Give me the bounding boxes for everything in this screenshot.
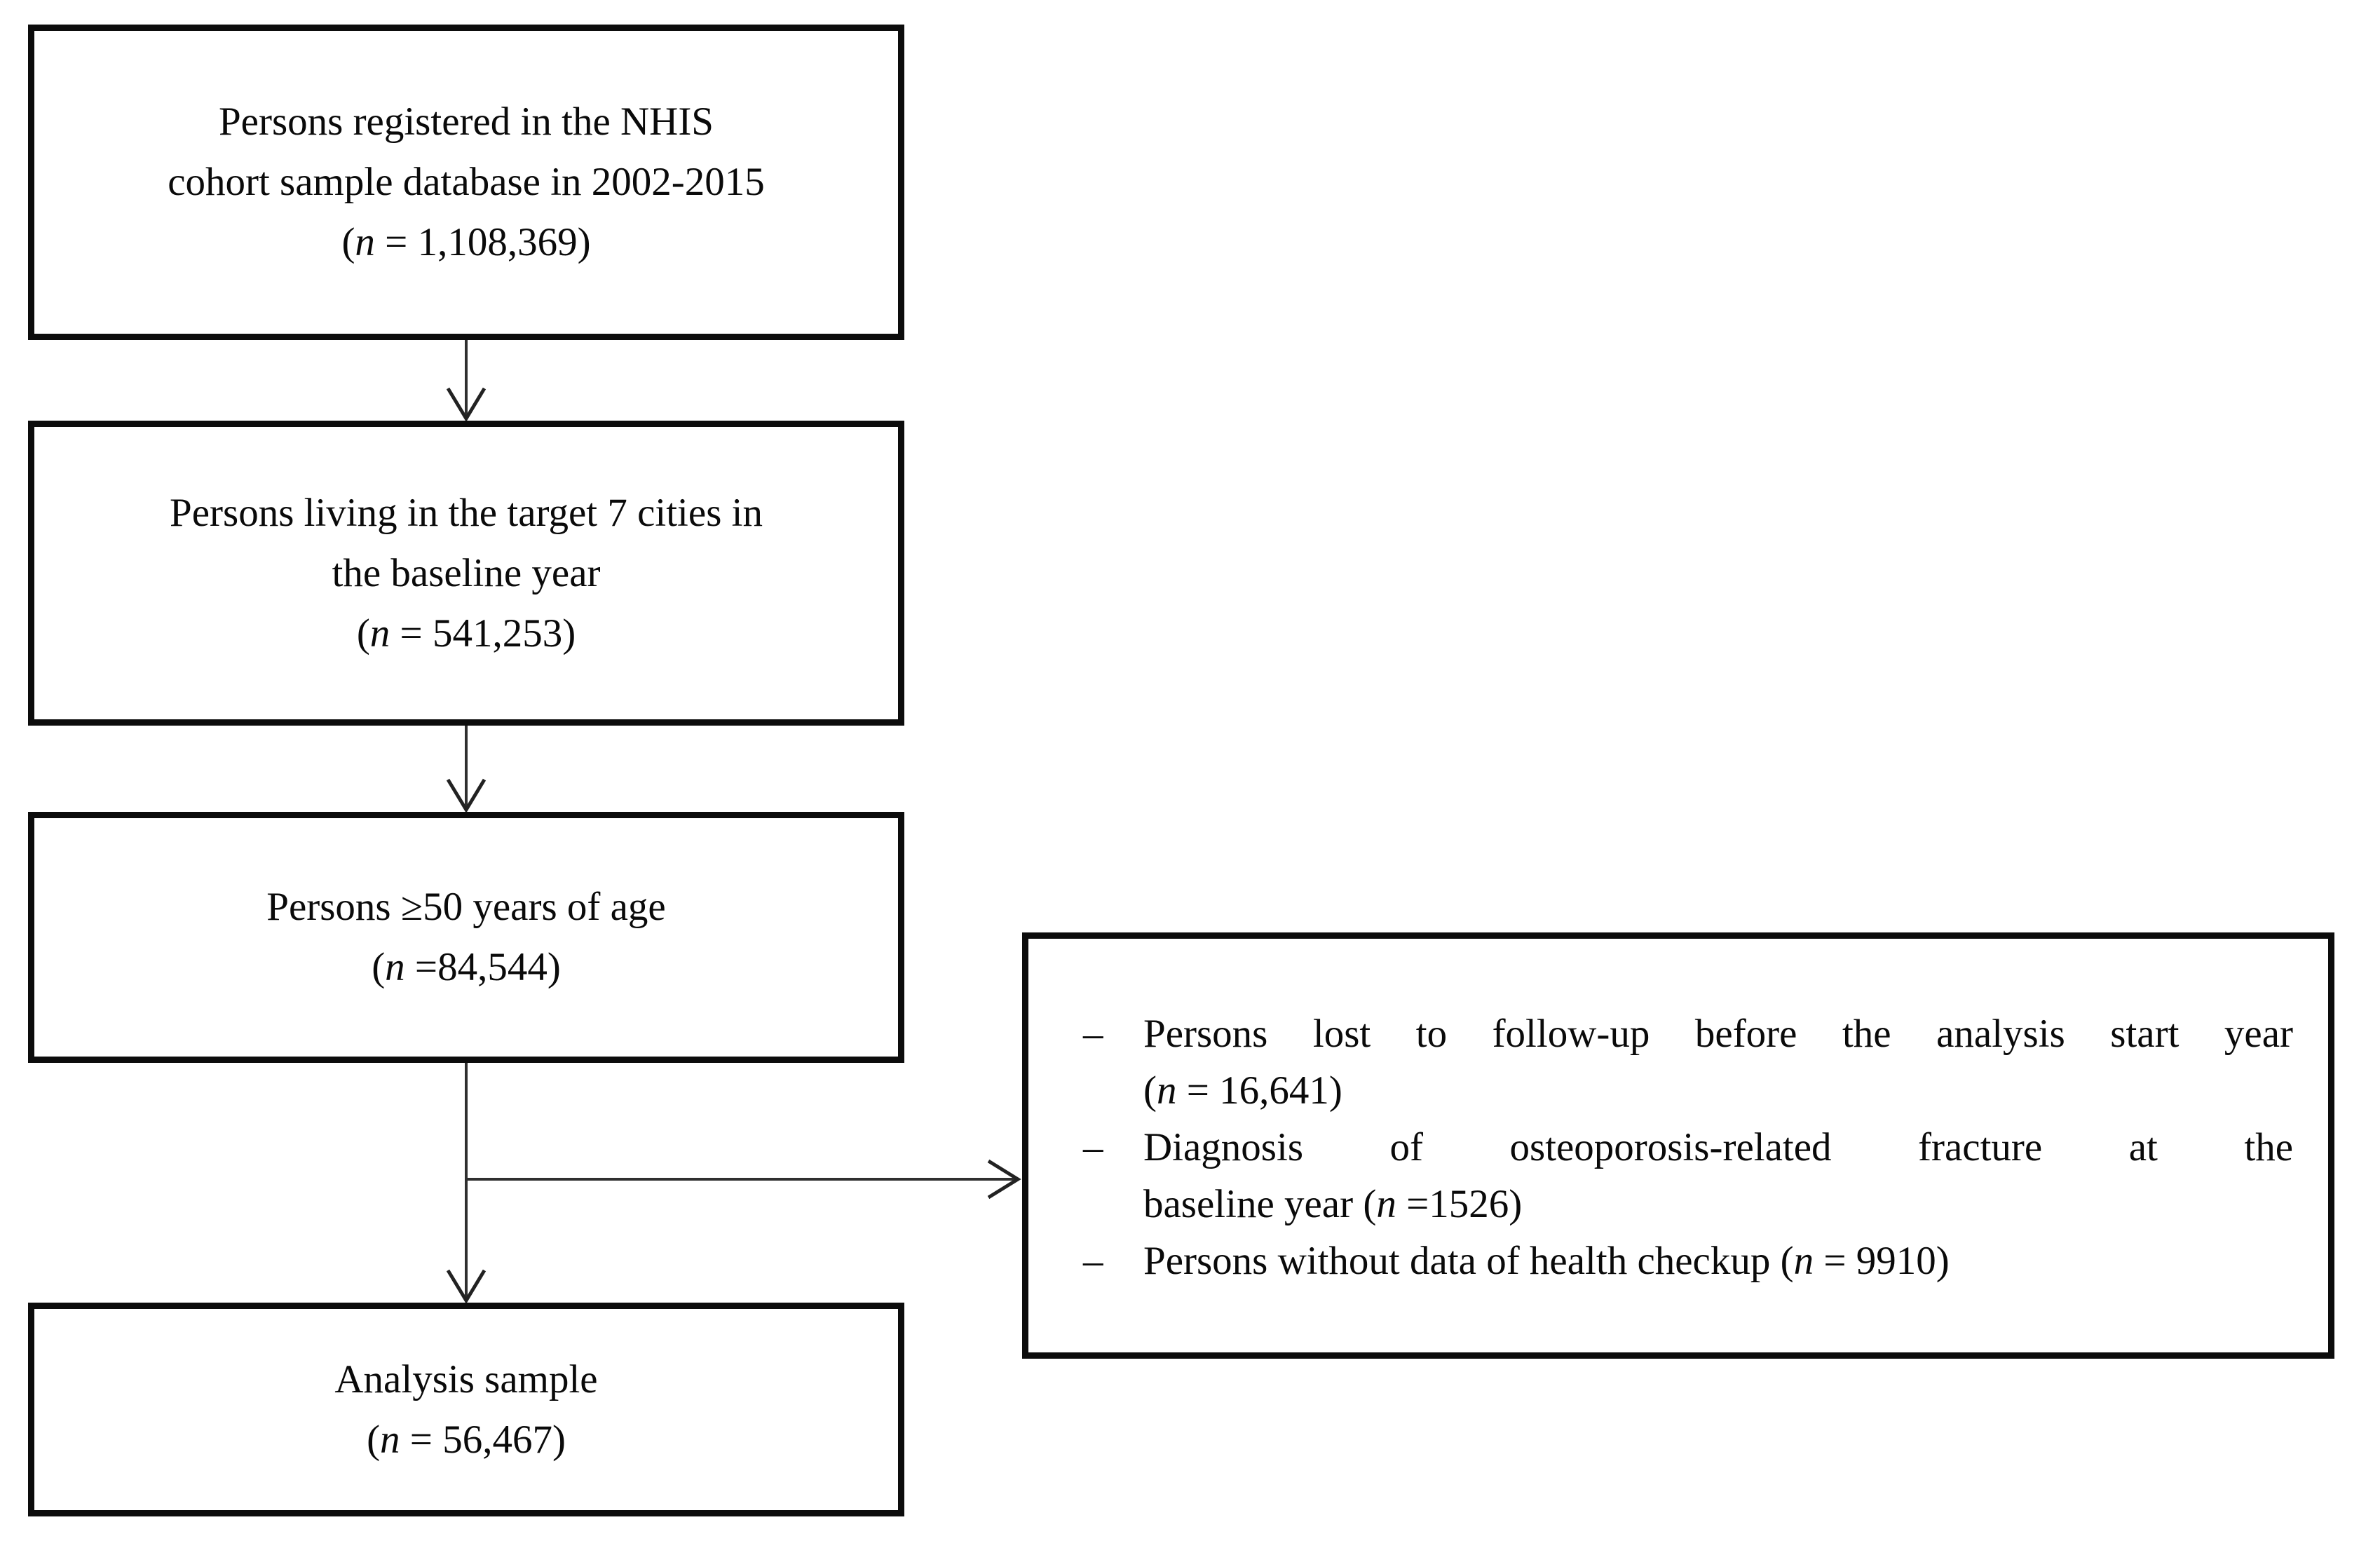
n-variable: n: [1376, 1182, 1396, 1226]
box-age-50-plus: [28, 812, 904, 1063]
exclusion-line-text: Persons without data of health checkup: [1143, 1239, 1781, 1283]
paren-open: (: [1780, 1239, 1794, 1283]
paren-open: (: [356, 611, 370, 656]
sample-size-value: = 56,467): [400, 1417, 566, 1462]
exclusion-line-text: baseline year: [1143, 1182, 1364, 1226]
paren-open: (: [1143, 1068, 1157, 1113]
exclusion-item-text: [1143, 1119, 2293, 1233]
n-variable: n: [1156, 1068, 1177, 1113]
exclusion-line: Diagnosis of osteoporosis-related fracture at the: [1143, 1125, 2293, 1169]
exclusion-item-text: [1143, 1233, 2293, 1289]
n-variable: n: [1793, 1239, 1814, 1283]
arrow-age-to-analysis: [448, 1063, 484, 1301]
box-text-line: Persons registered in the NHIS: [218, 100, 714, 144]
paren-open: (: [341, 220, 355, 264]
n-variable: n: [355, 220, 375, 264]
paren-open: (: [1363, 1182, 1377, 1226]
box-analysis-sample: [28, 1303, 904, 1516]
paren-open: (: [367, 1417, 381, 1462]
n-variable: n: [385, 945, 405, 989]
exclusion-line: [1143, 1176, 2293, 1233]
paren-open: (: [372, 945, 386, 989]
dash-bullet: –: [1083, 1239, 1103, 1283]
box-exclusion-criteria: [1022, 932, 2334, 1359]
box-text-line: cohort sample database in 2002-2015: [168, 160, 765, 204]
sample-size-value: = 9910): [1814, 1239, 1950, 1283]
sample-size-value: = 541,253): [390, 611, 576, 656]
box-nhis-cohort: [28, 25, 904, 340]
box-text-line: Analysis sample: [334, 1357, 598, 1401]
exclusion-item: [1083, 1119, 2293, 1233]
dash-bullet: –: [1083, 1012, 1103, 1056]
box-text-line: Persons ≥50 years of age: [266, 885, 666, 929]
sample-size: [341, 212, 590, 273]
arrow-exclusion-branch: [466, 1161, 1018, 1197]
sample-size-value: = 16,641): [1176, 1068, 1342, 1113]
exclusion-line: [1143, 1062, 2293, 1119]
sample-size: [367, 1410, 566, 1470]
sample-size-value: =1526): [1396, 1182, 1523, 1226]
exclusion-item-text: [1143, 1005, 2293, 1119]
arrow-cities-to-age: [448, 726, 484, 810]
n-variable: n: [369, 611, 390, 656]
dash-bullet: –: [1083, 1125, 1103, 1169]
box-text-line: the baseline year: [332, 550, 601, 595]
box-text-line: Persons living in the target 7 cities in: [170, 490, 763, 535]
sample-size: [357, 604, 576, 664]
sample-size: [372, 937, 561, 998]
sample-size-value: = 1,108,369): [374, 220, 591, 264]
exclusion-item: [1083, 1005, 2293, 1119]
arrow-nhis-to-cities: [448, 340, 484, 419]
exclusion-item: [1083, 1233, 2293, 1289]
n-variable: n: [380, 1417, 400, 1462]
exclusion-line: Persons lost to follow-up before the analysis start year: [1143, 1012, 2293, 1056]
box-target-cities: [28, 421, 904, 726]
sample-size-value: =84,544): [404, 945, 561, 989]
exclusion-line: [1143, 1233, 2293, 1289]
